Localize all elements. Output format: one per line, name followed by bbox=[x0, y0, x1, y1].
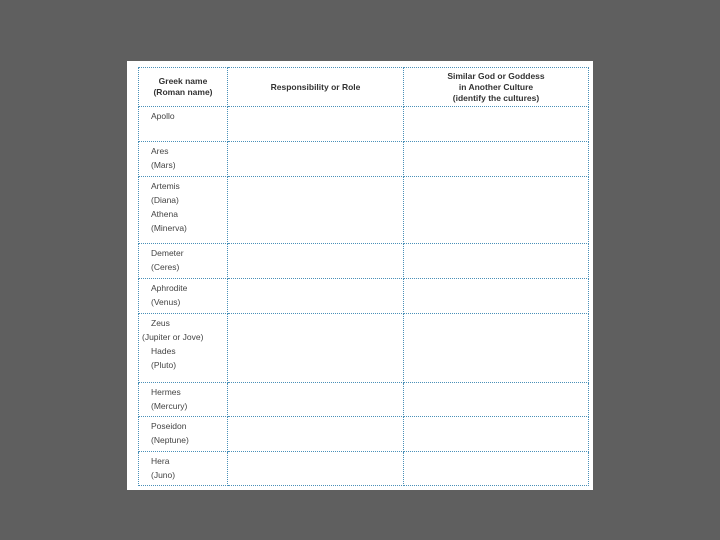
role-cell[interactable] bbox=[228, 417, 404, 452]
similar-god-cell[interactable] bbox=[404, 244, 589, 279]
header-similar-god bbox=[404, 68, 589, 107]
god-name-cell bbox=[139, 417, 228, 452]
similar-god-cell[interactable] bbox=[404, 314, 589, 383]
god-name-cell bbox=[139, 383, 228, 417]
greek-name: Aphrodite bbox=[151, 283, 188, 293]
similar-god-cell[interactable] bbox=[404, 177, 589, 244]
roman-name: (Venus) bbox=[151, 297, 181, 307]
greek-name: Demeter bbox=[151, 248, 184, 258]
header-similar-line-3: (identify the cultures) bbox=[452, 92, 540, 103]
greek-name: Hades bbox=[151, 346, 176, 356]
greek-name: Artemis bbox=[151, 181, 180, 191]
roman-name: (Juno) bbox=[151, 470, 176, 480]
header-role-text: Responsibility or Role bbox=[270, 81, 361, 92]
table-header-row bbox=[139, 68, 589, 107]
table-row bbox=[139, 244, 589, 279]
header-similar-line-2: in Another Culture bbox=[458, 81, 534, 92]
table-row bbox=[139, 452, 589, 486]
role-cell[interactable] bbox=[228, 383, 404, 417]
greek-name: Athena bbox=[151, 209, 178, 219]
god-name-cell bbox=[139, 142, 228, 177]
similar-god-cell[interactable] bbox=[404, 383, 589, 417]
table-row bbox=[139, 314, 589, 383]
roman-name: (Neptune) bbox=[151, 435, 189, 445]
god-name-cell bbox=[139, 177, 228, 244]
header-greek-name bbox=[139, 68, 228, 107]
table-row bbox=[139, 383, 589, 417]
god-name-cell bbox=[139, 244, 228, 279]
table-row bbox=[139, 177, 589, 244]
god-name-cell bbox=[139, 279, 228, 314]
table-row bbox=[139, 107, 589, 142]
roman-name: (Ceres) bbox=[151, 262, 180, 272]
roman-name: (Pluto) bbox=[151, 360, 177, 370]
god-name-cell bbox=[139, 452, 228, 486]
role-cell[interactable] bbox=[228, 452, 404, 486]
roman-name: (Jupiter or Jove) bbox=[142, 332, 204, 342]
worksheet-page bbox=[127, 61, 593, 490]
table-row bbox=[139, 279, 589, 314]
similar-god-cell[interactable] bbox=[404, 452, 589, 486]
role-cell[interactable] bbox=[228, 107, 404, 142]
role-cell[interactable] bbox=[228, 279, 404, 314]
greek-name: Zeus bbox=[151, 318, 170, 328]
role-cell[interactable] bbox=[228, 314, 404, 383]
god-name-cell bbox=[139, 314, 228, 383]
role-cell[interactable] bbox=[228, 142, 404, 177]
similar-god-cell[interactable] bbox=[404, 279, 589, 314]
header-greek-line-2: (Roman name) bbox=[153, 87, 213, 97]
greek-name: Hera bbox=[151, 456, 170, 466]
roman-name: (Minerva) bbox=[151, 223, 187, 233]
greek-name: Apollo bbox=[151, 111, 175, 121]
roman-name: (Mercury) bbox=[151, 401, 188, 411]
greek-name: Poseidon bbox=[151, 421, 187, 431]
role-cell[interactable] bbox=[228, 244, 404, 279]
greek-name: Hermes bbox=[151, 387, 181, 397]
role-cell[interactable] bbox=[228, 177, 404, 244]
header-role bbox=[228, 68, 404, 107]
god-name-cell bbox=[139, 107, 228, 142]
similar-god-cell[interactable] bbox=[404, 142, 589, 177]
table-row bbox=[139, 417, 589, 452]
header-similar-line-1: Similar God or Goddess bbox=[447, 70, 545, 81]
header-greek-line-1: Greek name bbox=[158, 76, 208, 86]
roman-name: (Mars) bbox=[151, 160, 176, 170]
gods-table bbox=[138, 67, 589, 486]
similar-god-cell[interactable] bbox=[404, 417, 589, 452]
roman-name: (Diana) bbox=[151, 195, 179, 205]
table-row bbox=[139, 142, 589, 177]
similar-god-cell[interactable] bbox=[404, 107, 589, 142]
greek-name: Ares bbox=[151, 146, 169, 156]
